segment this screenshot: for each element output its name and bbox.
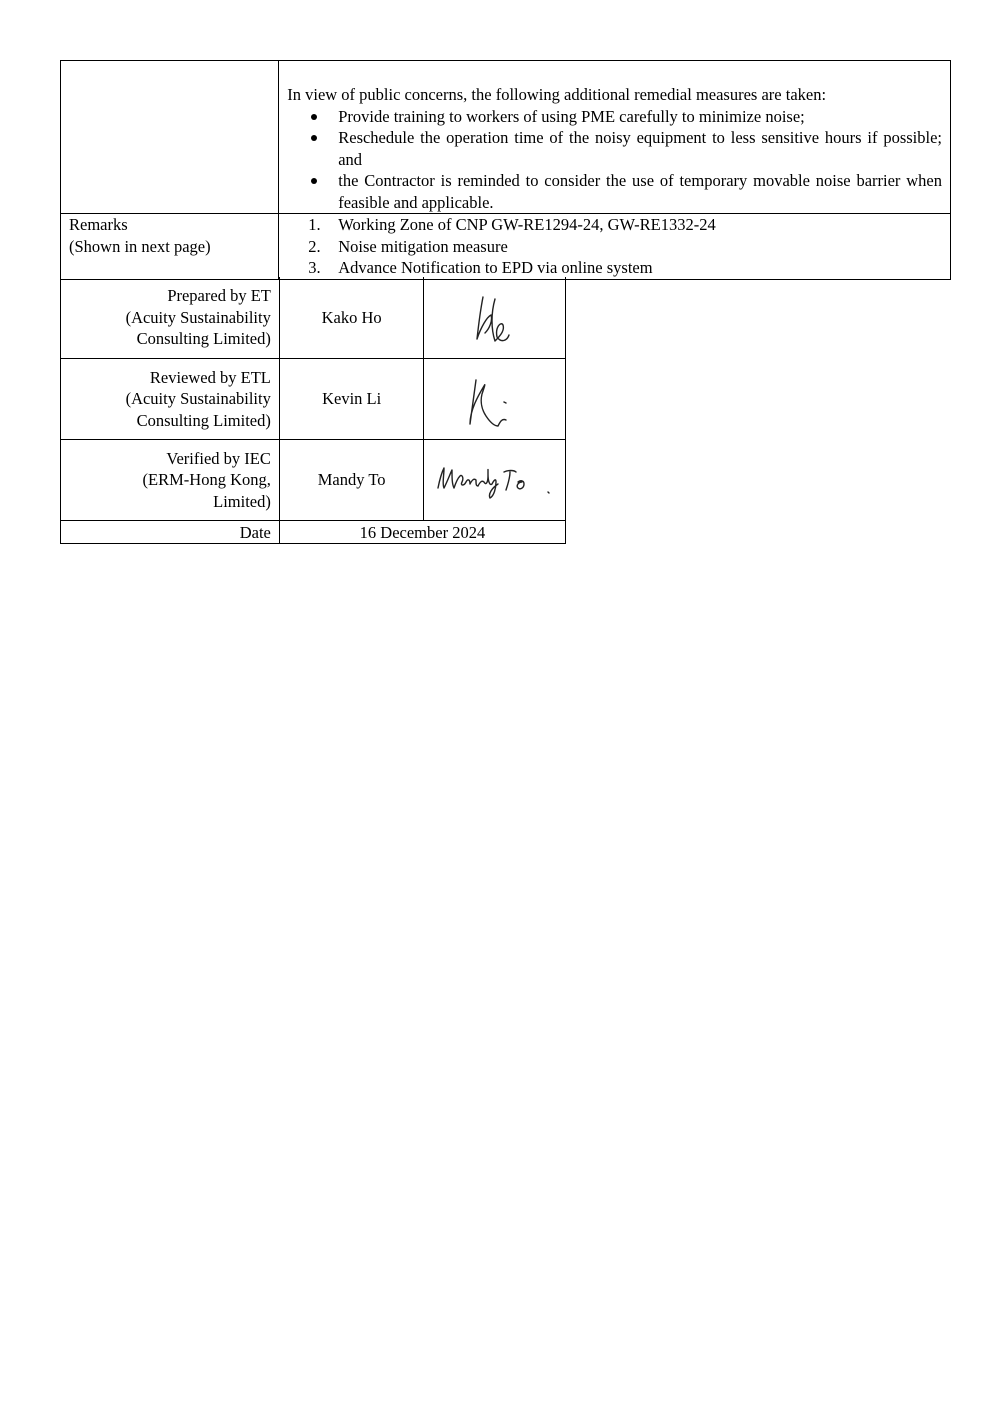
list-item (308, 214, 950, 236)
date-value: 16 December 2024 (279, 520, 565, 544)
person-name: Mandy To (279, 439, 424, 520)
measures-row (61, 61, 951, 214)
table-row (61, 439, 566, 520)
role-org: Consulting Limited) (136, 329, 271, 348)
role-cell (61, 439, 280, 520)
measures-cell (279, 61, 951, 214)
person-name: Kako Ho (279, 277, 424, 358)
list-item: the Contractor is reminded to consider the use of temporary movable noise barrier when feasible and applicable. (338, 171, 942, 212)
remarks-label: Remarks (69, 215, 128, 234)
person-name: Kevin Li (279, 358, 424, 439)
signature-mandy-to (430, 458, 560, 502)
list-item (308, 236, 950, 258)
role-org: (Acuity Sustainability (125, 389, 271, 408)
remarks-sublabel: (Shown in next page) (69, 236, 211, 256)
role-org: (Acuity Sustainability (125, 307, 271, 327)
table-row (61, 277, 566, 358)
role-title: Prepared by ET (167, 286, 271, 305)
remarks-row (61, 214, 951, 280)
measures-remarks-table (60, 60, 951, 280)
measures-label-cell (61, 61, 279, 214)
role-org: Consulting Limited) (136, 410, 271, 430)
measures-list (287, 106, 942, 214)
role-cell (61, 277, 280, 358)
table-row (61, 358, 566, 439)
signoff-table (60, 277, 566, 544)
role-title: Reviewed by ETL (149, 367, 271, 387)
remarks-number: 3. (308, 258, 321, 277)
signature-kako-ho (465, 287, 525, 347)
role-title: Verified by IEC (166, 448, 271, 468)
remarks-text: Noise mitigation measure (338, 236, 508, 256)
remarks-cell (279, 214, 951, 280)
role-org: (ERM-Hong Kong, (142, 470, 271, 489)
remarks-number: 1. (308, 215, 321, 234)
list-item (308, 257, 950, 279)
list-item: Reschedule the operation time of the noisy equipment to less sensitive hours if possible; and (338, 128, 942, 169)
role-cell (61, 358, 280, 439)
measures-intro: In view of public concerns, the following additional remedial measures are taken: (287, 85, 827, 104)
signature-kevin-li (460, 366, 530, 432)
remarks-list (279, 214, 950, 279)
signature-cell (424, 358, 566, 439)
remarks-number: 2. (308, 236, 321, 256)
signature-cell (424, 439, 566, 520)
remarks-text: Working Zone of CNP GW-RE1294-24, GW-RE1332-24 (338, 215, 716, 234)
remarks-label-cell (61, 214, 279, 280)
role-org: Limited) (213, 491, 271, 511)
date-label: Date (61, 520, 280, 544)
list-item: Provide training to workers of using PME carefully to minimize noise; (338, 106, 942, 128)
date-row (61, 520, 566, 544)
signature-cell (424, 277, 566, 358)
remarks-text: Advance Notification to EPD via online system (338, 258, 653, 277)
